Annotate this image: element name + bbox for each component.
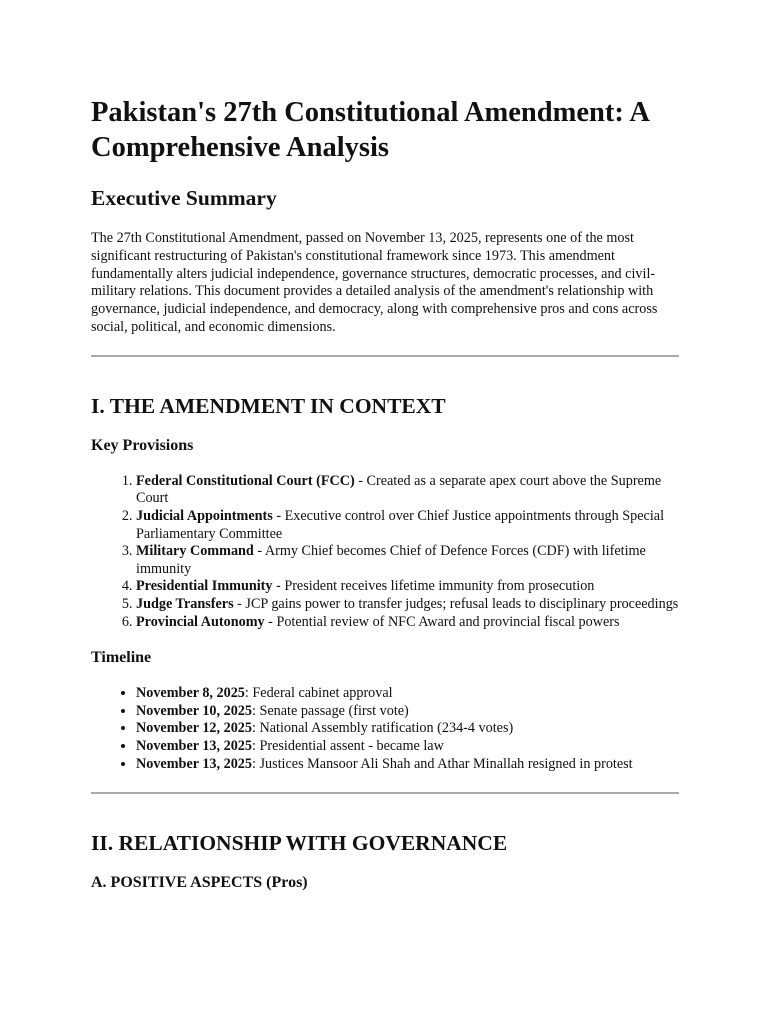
- key-provisions-heading: Key Provisions: [91, 436, 194, 454]
- executive-summary-text: The 27th Constitutional Amendment, passed on November 13, 2025, represents one of the most significant restructuring of Pakistan's constitutional framework since 1973. This amendment fundamentally alters judicial independence, governance structures, democratic processes, and civil-military relations. This document provides a detailed analysis of the amendment's relationship with governance, judicial independence, and democracy, along with comprehensive pros and cons across social, political, and economic dimensions.: [91, 230, 658, 335]
- list-item: • November 13, 2025: Justices Mansoor Ali Shah and Athar Minallah resigned in protest: [136, 756, 679, 774]
- list-item: 5. Judge Transfers - JCP gains power to transfer judges; refusal leads to disciplinary proceedings: [136, 596, 679, 614]
- list-item: 1. Federal Constitutional Court (FCC) - Created as a separate apex court above the Supreme Court: [136, 473, 679, 508]
- key-provisions-list: [91, 473, 679, 631]
- timeline-heading: Timeline: [91, 649, 152, 667]
- list-item: • November 13, 2025: Presidential assent - became law: [136, 738, 679, 756]
- timeline-list: [91, 685, 679, 773]
- section-divider: [91, 792, 679, 794]
- list-item: 2. Judicial Appointments - Executive control over Chief Justice appointments through Special Parliamentary Committee: [136, 508, 679, 543]
- section-heading-governance: II. RELATIONSHIP WITH GOVERNANCE: [91, 831, 508, 856]
- document-page: [91, 0, 679, 893]
- list-item: 6. Provincial Autonomy - Potential review of NFC Award and provincial fiscal powers: [136, 614, 679, 632]
- section-divider: [91, 355, 679, 357]
- positive-aspects-heading: A. POSITIVE ASPECTS (Pros): [91, 874, 308, 892]
- document-title: Pakistan's 27th Constitutional Amendment: A Comprehensive Analysis: [91, 97, 649, 163]
- section-heading-context: I. THE AMENDMENT IN CONTEXT: [91, 393, 446, 418]
- list-item: 3. Military Command - Army Chief becomes Chief of Defence Forces (CDF) with lifetime immunity: [136, 543, 679, 578]
- list-item: • November 10, 2025: Senate passage (first vote): [136, 703, 679, 721]
- list-item: 4. Presidential Immunity - President receives lifetime immunity from prosecution: [136, 578, 679, 596]
- list-item: • November 12, 2025: National Assembly ratification (234-4 votes): [136, 720, 679, 738]
- list-item: • November 8, 2025: Federal cabinet approval: [136, 685, 679, 703]
- executive-summary-heading: Executive Summary: [91, 186, 277, 210]
